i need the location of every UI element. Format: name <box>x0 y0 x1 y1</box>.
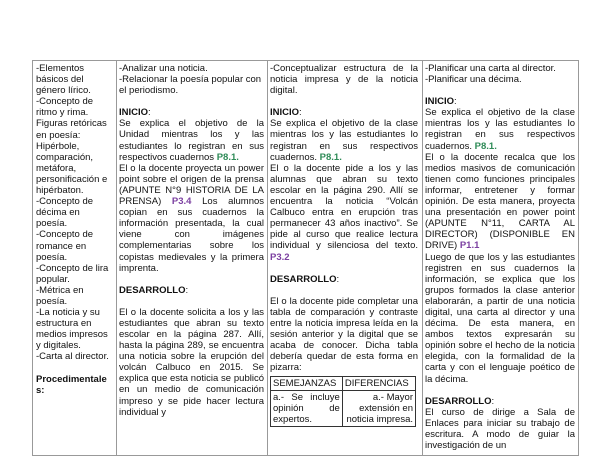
contents-line: -Métrica en <box>36 284 84 296</box>
contents-line: ritmo y rima. <box>36 107 89 119</box>
inicio-text-2: El o la docente pide a los y las alumnas que abran su texto escolar en la página 290. Allí se encuentra la noticia “Volcán Calbuco entra en erupción tras permanecer 43 años inactivo”. Se pide al curso que realice lectura individual y silenciosa del texto. P3.2 <box>270 162 418 263</box>
header-diferencias: DIFERENCIAS <box>342 377 415 391</box>
contents-line: -La noticia y su <box>36 307 100 319</box>
contents-line: metáfora, <box>36 162 77 174</box>
contents-line: género lírico. <box>36 85 91 97</box>
inicio-text-2: El o la docente recalca que los medios masivos de comunicación tienen como funciones principales informar, entretener y formar opinión. De esta manera, proyecta una presentación en power point (APUNTE N°11, CARTA AL DIRECTOR) (DISPONIBLE EN DRIVE) P1.1 <box>425 151 575 252</box>
header-semejanzas: SEMEJANZAS <box>271 377 343 391</box>
cell-diferencia: a.- Mayor extensión en noticia impresa. <box>342 391 415 427</box>
contents-line: y digitales. <box>36 340 81 352</box>
contents-line: poesía. <box>36 295 68 307</box>
objective-2-cont: el periodismo. <box>119 85 179 97</box>
procedimentales-heading: Procedimentale s: <box>36 373 107 396</box>
contents-column <box>36 63 112 396</box>
comparison-table <box>270 376 416 427</box>
inicio-text: Se explica el objetivo de la Unidad mientras los y las estudiantes lo registran en sus respectivos cuadernos P8.1. <box>119 118 264 163</box>
contents-list <box>36 63 112 363</box>
contents-line: comparación, <box>36 151 94 163</box>
contents-line: personificación e <box>36 173 108 185</box>
desarrollo-heading: DESARROLLO: <box>119 284 189 296</box>
contents-line: popular. <box>36 273 70 285</box>
lesson-column-2 <box>270 63 418 427</box>
contents-line: poesía. <box>36 251 68 263</box>
planning-table <box>32 60 579 456</box>
inicio-heading: INICIO: <box>119 107 151 119</box>
objective-2: -Planificar una décima. <box>425 74 522 86</box>
contents-line: -Concepto de <box>36 96 94 108</box>
cell-semejanza: a.- Se incluye opinión de expertos. <box>271 391 343 427</box>
desarrollo-text: El o la docente solicita a los y las estudiantes que abran su texto escolar en la página 287. Allí, hasta la página 289, se encuentra una noticia sobre la erupción del volcán Calbuco en 2015. Se explica que esta noticia se publicó en un medio de comunicación impreso y se pide hacer lectura individual y <box>119 306 264 418</box>
inicio-text-2: El o la docente proyecta un power point sobre el origen de la prensa (APUNTE N°9 HISTORIA DE LA PRENSA) P3.4 Los alumnos copian en sus cuadernos la información presentada, la cual viene con imágenes complementarias sobre los copistas medievales y la primera imprenta. <box>119 162 264 274</box>
desarrollo-text: El curso de dirige a Sala de Enlaces para iniciar su trabajo de escritura. A modo de guiar la investigación de un <box>425 406 575 451</box>
contents-line: -Concepto de <box>36 196 94 208</box>
contents-line: poesía. <box>36 218 68 230</box>
contents-line: medios impresos <box>36 329 108 341</box>
contents-line: -Concepto de lira <box>36 262 109 274</box>
column-divider <box>422 61 423 455</box>
inicio-heading: INICIO: <box>425 96 457 108</box>
contents-line: hipérbaton. <box>36 185 84 197</box>
contents-line: romance en <box>36 240 87 252</box>
contents-line: estructura en <box>36 318 92 330</box>
contents-line: -Concepto de <box>36 229 94 241</box>
contents-line: -Carta al director. <box>36 351 109 363</box>
contents-line: Figuras retóricas <box>36 118 107 130</box>
objective-2: -Relacionar la poesía popular con <box>119 74 262 86</box>
desarrollo-text: El o la docente pide completar una tabla de comparación y contraste entre la noticia impresa leída en la sesión anterior y la digital que se acaba de conocer. Dicha tabla debería quedar de esta forma en pizarra: <box>270 295 418 374</box>
objective: -Conceptualizar estructura de la noticia impresa y de la noticia digital. <box>270 63 418 97</box>
desarrollo-heading: DESARROLLO: <box>425 395 495 407</box>
contents-line: en poesía: <box>36 129 81 141</box>
objective-1: -Analizar una noticia. <box>119 63 208 74</box>
contents-line: básicos del <box>36 74 84 86</box>
contents-line: décima en <box>36 207 80 219</box>
contents-line: -Elementos <box>36 63 85 74</box>
objective-1: -Planificar una carta al director. <box>425 63 556 74</box>
inicio-text-3: Luego de que los y las estudiantes registren en sus cuadernos la información, se explica que los grupos formados la clase anterior elaborarán, a partir de una noticia digital, una carta al director y una décima. De esta manera, en ambos textos expresarán su opinión sobre el hecho de la noticia elegida, con la formalidad de la carta y con el lenguaje poético de la décima. <box>425 251 575 385</box>
column-divider <box>267 61 268 455</box>
inicio-text: Se explica el objetivo de la clase mientras los y las estudiantes lo registran en sus respectivos cuadernos. P8.1. <box>425 107 575 152</box>
lesson-column-3 <box>425 63 575 451</box>
inicio-heading: INICIO: <box>270 107 302 119</box>
inicio-text: Se explica el objetivo de la clase mientras los y las estudiantes lo registran en sus respectivos cuadernos. P8.1. <box>270 118 418 163</box>
column-divider <box>116 61 117 455</box>
desarrollo-heading: DESARROLLO: <box>270 273 340 285</box>
lesson-column-1 <box>119 63 264 418</box>
contents-line: Hipérbole, <box>36 140 80 152</box>
